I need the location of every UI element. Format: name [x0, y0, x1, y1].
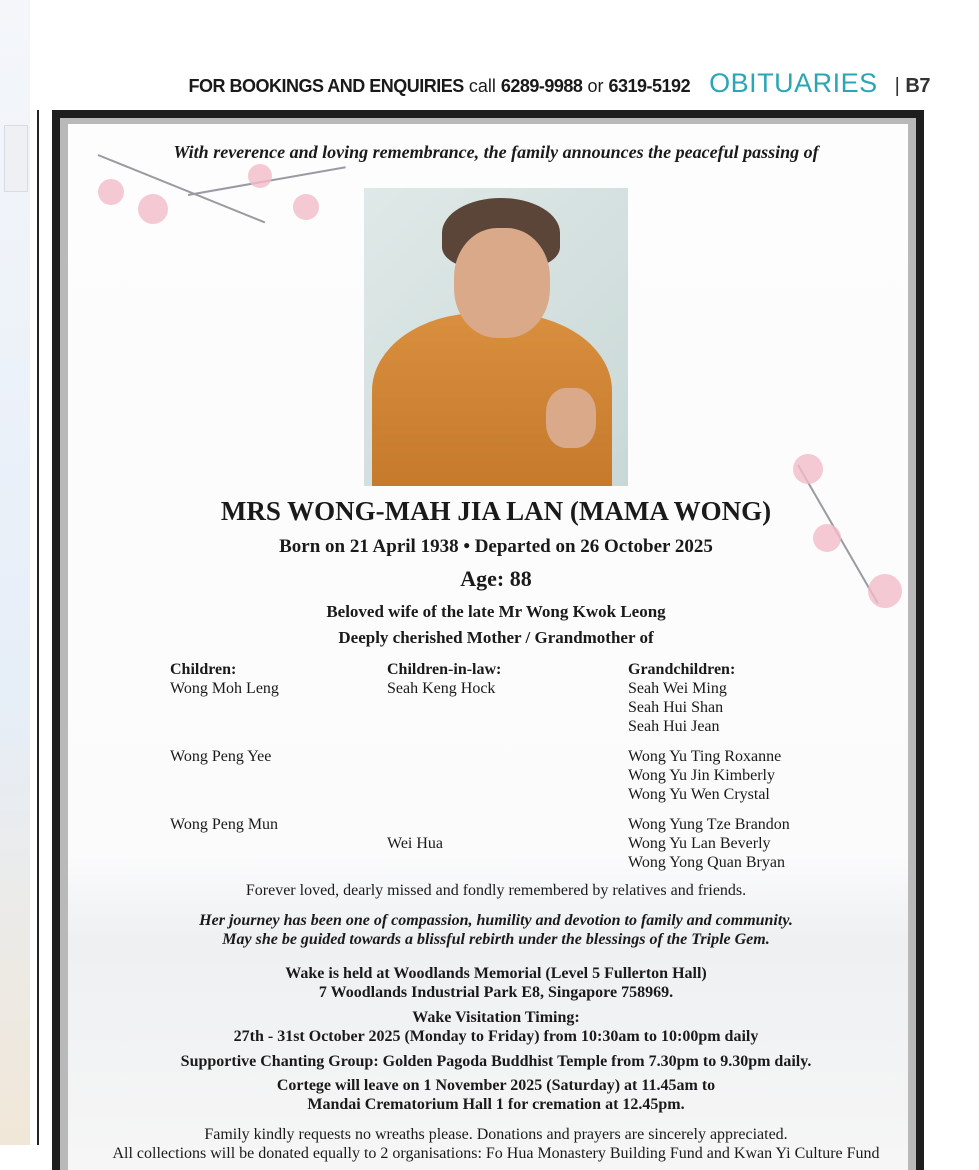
obituary-notice [68, 124, 908, 1170]
grandchild: Wong Yu Ting Roxanne [628, 748, 782, 765]
page-number-value: B7 [905, 75, 930, 97]
age: Age: 88 [460, 566, 532, 591]
grandchild: Wong Yung Tze Brandon [628, 816, 790, 833]
or-text: or [587, 76, 604, 96]
life-dates: Born on 21 April 1938 • Departed on 26 October 2025 [279, 536, 713, 557]
remembered-text: Forever loved, dearly missed and fondly remembered by relatives and friends. [245, 882, 747, 899]
section-title: OBITUARIES [709, 68, 878, 98]
intro-text: With reverence and loving remembrance, the family announces the peaceful passing of [173, 142, 819, 162]
grandchild: Seah Wei Ming [628, 680, 727, 697]
child-in-law: Wei Hua [387, 835, 444, 852]
collections-note: All collections will be donated equally to 2 organisations: Fo Hua Monastery Building Fund and Kwan Yi Culture Fund [112, 1145, 880, 1162]
child: Wong Peng Mun [170, 816, 279, 833]
inlaws-column [387, 660, 501, 853]
grandchild: Seah Hui Shan [628, 699, 724, 716]
cortege-line-1: Cortege will leave on 1 November 2025 (Saturday) at 11.45am to [276, 1077, 716, 1094]
cortege-line-2: Mandai Crematorium Hall 1 for cremation at 12.45pm. [307, 1096, 685, 1113]
grandchild: Wong Yong Quan Bryan [628, 854, 785, 871]
inlaws-header: Children-in-law: [387, 661, 502, 678]
wake-address: 7 Woodlands Industrial Park E8, Singapore 758969. [318, 984, 674, 1001]
children-header: Children: [170, 661, 237, 678]
journey-line-2: May she be guided towards a blissful rebirth under the blessings of the Triple Gem. [222, 931, 770, 948]
mother-of: Deeply cherished Mother / Grandmother of [338, 628, 654, 647]
journey-line-1: Her journey has been one of compassion, humility and devotion to family and community. [199, 912, 793, 929]
grandchild: Seah Hui Jean [628, 718, 720, 735]
phone-1: 6289-9988 [500, 76, 583, 96]
obituary-frame [52, 110, 924, 1170]
grandchild: Wong Yu Wen Crystal [628, 786, 770, 803]
child: Wong Moh Leng [170, 680, 279, 697]
grandchildren-column [628, 660, 790, 872]
child: Wong Peng Yee [170, 748, 272, 765]
portrait-photo [364, 188, 628, 486]
grandchildren-header: Grandchildren: [628, 661, 736, 678]
call-text: call [468, 76, 496, 96]
column-divider [37, 110, 39, 1145]
visitation-header: Wake Visitation Timing: [412, 1009, 580, 1026]
grandchild: Wong Yu Lan Beverly [628, 835, 771, 852]
wake-location: Wake is held at Woodlands Memorial (Level 5 Fullerton Hall) [285, 965, 707, 982]
bookings-label: FOR BOOKINGS AND ENQUIRIES [188, 76, 464, 96]
children-column [170, 660, 279, 834]
deceased-name: MRS WONG-MAH JIA LAN (MAMA WONG) [220, 496, 772, 526]
child-in-law: Seah Keng Hock [387, 680, 496, 697]
chanting-info: Supportive Chanting Group: Golden Pagoda Buddhist Temple from 7.30pm to 9.30pm daily. [180, 1053, 812, 1070]
page-header [0, 68, 930, 99]
phone-2: 6319-5192 [608, 76, 691, 96]
wreaths-request: Family kindly requests no wreaths please. Donations and prayers are sincerely appreciated. [204, 1126, 788, 1143]
adjacent-page-strip [0, 0, 30, 1145]
grandchild: Wong Yu Jin Kimberly [628, 767, 775, 784]
page-number: | B7 [894, 75, 930, 97]
visitation-timing: 27th - 31st October 2025 (Monday to Friday) from 10:30am to 10:00pm daily [233, 1028, 759, 1045]
wife-of: Beloved wife of the late Mr Wong Kwok Leong [326, 602, 666, 621]
